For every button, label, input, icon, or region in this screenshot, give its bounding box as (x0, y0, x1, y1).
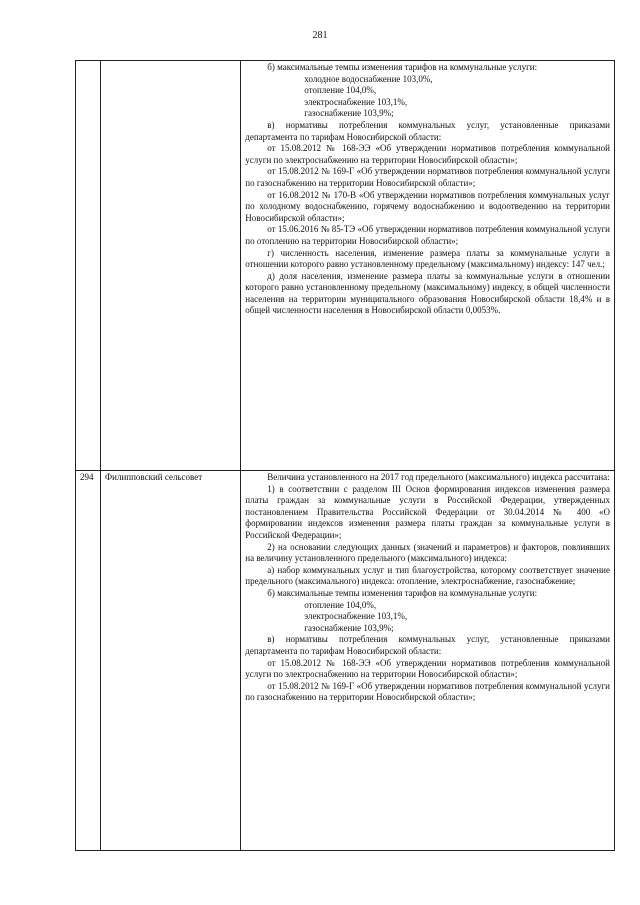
row-number-cell (76, 61, 101, 471)
tariff-item: газоснабжение 103,9%; (304, 622, 394, 633)
paragraph: 1) в соответствии с разделом III Основ формирования индексов изменения размера платы граждан за коммунальные услуги в Российской Федерации, утвержденных постановлением Правительства Российской Федерации от 30.04.2014 № 400 «О формировании индексов изменения размера платы граждан за коммунальные услуги в Российской Федерации»; (245, 483, 610, 540)
paragraph: б) максимальные темпы изменения тарифов на коммунальные услуги: (267, 62, 538, 72)
paragraph: д) доля населения, изменение размера платы за коммунальные услуги в отношении которого равно установленному предельному (максимальному) индексу, в общей численности населения на территории муниципального образования Новосибирской области 18,4% и в общей численности населения в Новосибирской области 0,0053%. (245, 270, 610, 316)
paragraph: от 15.08.2012 № 169-Г «Об утверждении нормативов потребления коммунальной услуги по газоснабжению на территории Новосибирской области»; (245, 680, 610, 703)
paragraph: Величина установленного на 2017 год предельного (максимального) индекса рассчитана: (267, 472, 610, 482)
tariff-item: отопление 104,0%, (304, 85, 377, 96)
paragraph: от 15.08.2012 № 169-Г «Об утверждении нормативов потребления коммунальной услуги по газоснабжению на территории Новосибирской области»; (245, 166, 610, 188)
paragraph: от 16.08.2012 № 170-В «Об утверждении нормативов потребления коммунальных услуг по холодному водоснабжению, горячему водоснабжению и водоотведению на территории Новосибирской области»; (245, 189, 610, 223)
municipality-name-cell (101, 61, 241, 471)
description-cell (241, 61, 615, 471)
paragraph: 2) на основании следующих данных (значений и параметров) и факторов, повлиявших на величину установленного предельного (максимального) индекса: (245, 541, 610, 564)
description-cell (241, 471, 615, 851)
paragraph: г) численность населения, изменение размера платы за коммунальные услуги в отношении которого равно установленному предельному (максимальному) индексу: 147 чел.; (245, 247, 610, 270)
table-row (76, 61, 615, 471)
paragraph: а) набор коммунальных услуг и тип благоустройства, которому соответствует значение предельного (максимального) индекса: отопление, электроснабжение, газоснабжение; (245, 564, 610, 587)
tariff-item: электроснабжение 103,1%, (304, 611, 408, 622)
tariff-item: холодное водоснабжение 103,0%, (304, 73, 433, 84)
paragraph: от 15.06.2016 № 85-ТЭ «Об утверждении нормативов потребления коммунальной услуги по отоплению на территории Новосибирской области»; (245, 224, 610, 246)
table-row (76, 471, 615, 851)
tariff-item: газоснабжение 103,9%; (304, 108, 394, 119)
paragraph: в) нормативы потребления коммунальных услуг, установленные приказами департамента по тарифам Новосибирской области: (245, 119, 610, 142)
index-table (75, 60, 615, 851)
tariff-item: электроснабжение 103,1%, (304, 96, 408, 107)
page-number: 281 (312, 30, 328, 41)
paragraph: в) нормативы потребления коммунальных услуг, установленные приказами департамента по тарифам Новосибирской области: (245, 634, 610, 656)
municipality-name-cell: Филипповский сельсовет (101, 471, 241, 851)
paragraph: от 15.08.2012 № 168-ЭЭ «Об утверждении нормативов потребления коммунальной услуги по электроснабжению на территории Новосибирской области»; (245, 143, 610, 165)
row-number-cell: 294 (76, 471, 101, 851)
paragraph: б) максимальные темпы изменения тарифов на коммунальные услуги: (267, 587, 538, 598)
paragraph: от 15.08.2012 № 168-ЭЭ «Об утверждении нормативов потребления коммунальной услуги по электроснабжению на территории Новосибирской области»; (245, 657, 610, 680)
tariff-item: отопление 104,0%, (304, 599, 377, 610)
